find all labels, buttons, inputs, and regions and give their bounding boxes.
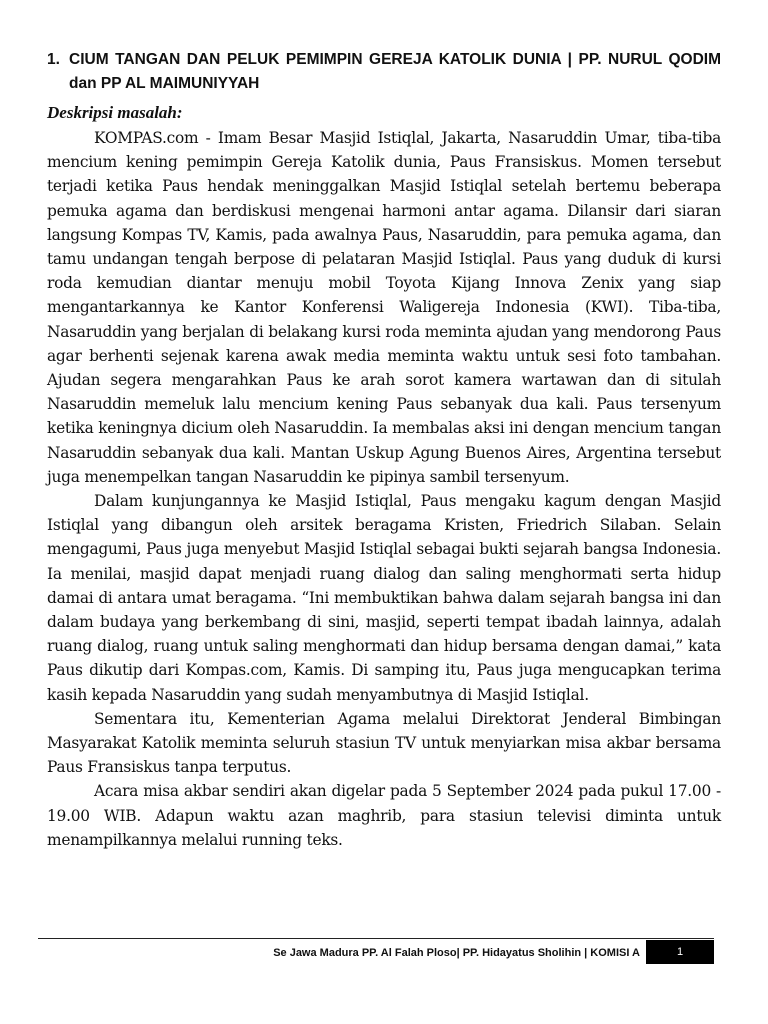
body-text [47,126,721,852]
footer-divider [38,938,714,939]
paragraph-3: Sementara itu, Kementerian Agama melalui Direktorat Jenderal Bimbingan Masyarakat Katolik meminta seluruh stasiun TV untuk menyiarkan misa akbar bersama Paus Fransiskus tanpa terputus. [47,709,721,777]
page-number-badge: 1 [646,940,714,964]
heading-number: 1. [47,51,60,68]
paragraph-1: KOMPAS.com - Imam Besar Masjid Istiqlal, Jakarta, Nasaruddin Umar, tiba-tiba mencium kening pemimpin Gereja Katolik dunia, Paus Fransiskus. Momen tersebut terjadi ketika Paus hendak meninggalkan Masjid Istiqlal setelah bertemu beberapa pemuka agama dan berdiskusi mengenai harmoni antar agama. Dilansir dari siaran langsung Kompas TV, Kamis, pada awalnya Paus, Nasaruddin, para pemuka agama, dan tamu undangan tengah berpose di pelataran Masjid Istiqlal. Paus yang duduk di kursi roda kemudian diantar menuju mobil Toyota Kijang Innova Zenix yang siap mengantarkannya ke Kantor Konferensi Waligereja Indonesia (KWI). Tiba-tiba, Nasaruddin yang berjalan di belakang kursi roda meminta ajudan yang mendorong Paus agar berhenti sejenak karena awak media meminta waktu untuk sesi foto tambahan. Ajudan segera mengarahkan Paus ke arah sorot kamera wartawan dan di situlah Nasaruddin memeluk lalu mencium kening Paus sebanyak dua kali. Paus tersenyum ketika keningnya dicium oleh Nasaruddin. Ia membalas aksi ini dengan mencium tangan Nasaruddin sebanyak dua kali. Mantan Uskup Agung Buenos Aires, Argentina tersebut juga menempelkan tangan Nasaruddin ke pipinya sambil tersenyum. [47,129,721,486]
paragraph-2: Dalam kunjungannya ke Masjid Istiqlal, Paus mengaku kagum dengan Masjid Istiqlal yang dibangun oleh arsitek beragama Kristen, Friedrich Silaban. Selain mengagumi, Paus juga menyebut Masjid Istiqlal sebagai bukti sejarah bangsa Indonesia. Ia menilai, masjid dapat menjadi ruang dialog dan saling menghormati serta hidup damai di antara umat beragama. “Ini membuktikan bahwa dalam sejarah bangsa ini dan dalam budaya yang berkembang di sini, masjid, seperti tempat ibadah lainnya, adalah ruang dialog, ruang untuk saling menghormati dan hidup bersama dengan damai,” kata Paus dikutip dari Kompas.com, Kamis. Di samping itu, Paus juga mengucapkan terima kasih kepada Nasaruddin yang sudah menyambutnya di Masjid Istiqlal. [47,492,721,704]
footer-text: Se Jawa Madura PP. Al Falah Ploso| PP. Hidayatus Sholihin | KOMISI A [273,947,640,959]
heading-title: CIUM TANGAN DAN PELUK PEMIMPIN GEREJA KATOLIK DUNIA | PP. NURUL QODIM dan PP AL MAIMUNIYYAH [69,51,721,92]
section-heading [47,48,721,96]
paragraph-4: Acara misa akbar sendiri akan digelar pada 5 September 2024 pada pukul 17.00 - 19.00 WIB. Adapun waktu azan maghrib, para stasiun televisi diminta untuk menampilkannya melalui running teks. [47,782,721,849]
problem-description-label: Deskripsi masalah: [47,103,183,122]
